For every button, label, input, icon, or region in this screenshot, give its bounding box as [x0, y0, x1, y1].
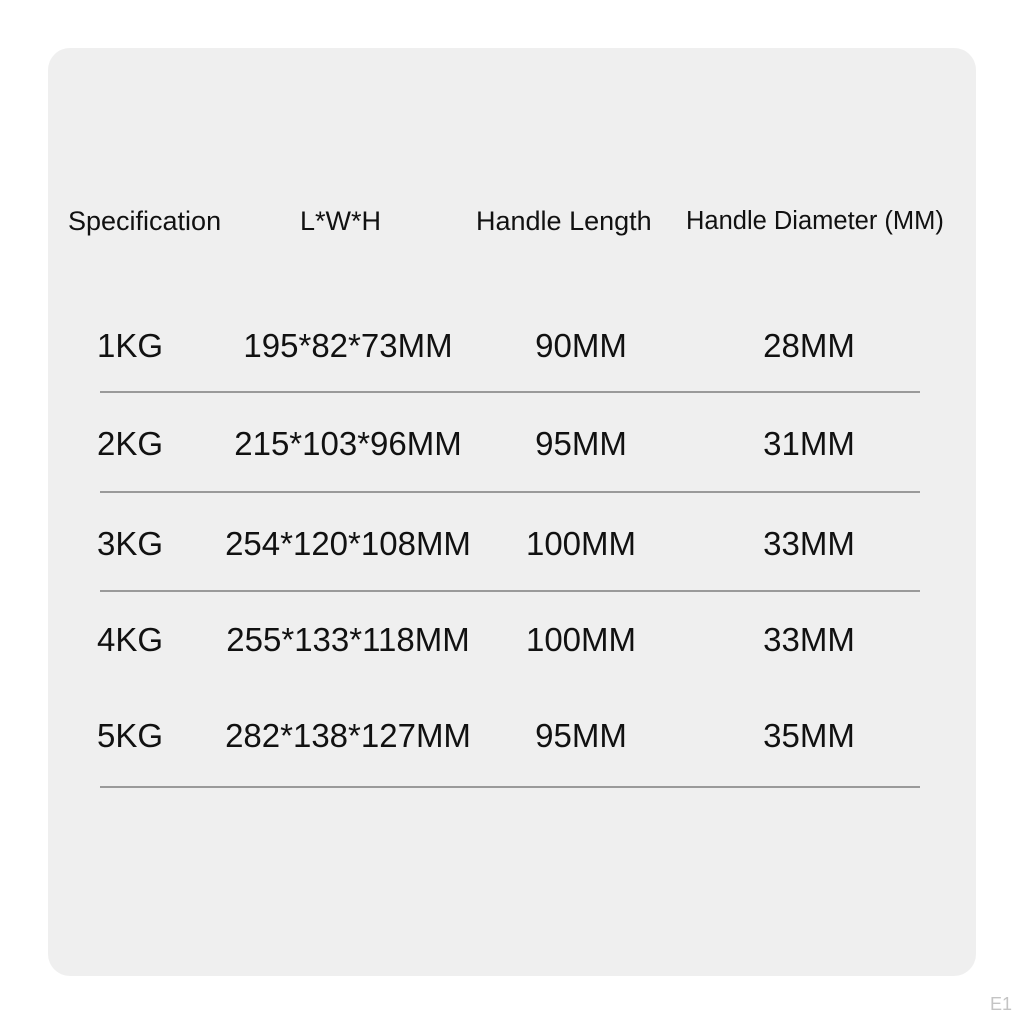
cell-lwh: 254*120*108MM: [225, 525, 471, 562]
table-row: [0, 620, 1024, 660]
cell-handle-diameter: 33MM: [763, 525, 855, 562]
header-specification: Specification: [68, 206, 222, 236]
cell-handle-length: 100MM: [525, 621, 637, 658]
header-handle-diameter: Handle Diameter (MM): [686, 207, 944, 235]
table-row: [0, 716, 1024, 756]
row-divider: [100, 491, 920, 493]
cell-handle-diameter: 28MM: [763, 327, 855, 364]
row-divider: [100, 590, 920, 592]
cell-handle-diameter: 31MM: [763, 425, 855, 462]
cell-handle-length: 100MM: [525, 525, 637, 562]
row-divider: [100, 391, 920, 393]
header-lwh: L*W*H: [300, 206, 382, 236]
cell-specification: 4KG: [97, 621, 164, 658]
spec-card: [48, 48, 976, 976]
corner-label: E1: [990, 994, 1013, 1014]
cell-handle-diameter: 35MM: [763, 717, 855, 754]
cell-specification: 3KG: [97, 525, 164, 562]
cell-lwh: 195*82*73MM: [243, 327, 453, 364]
table-row: [0, 524, 1024, 564]
cell-lwh: 215*103*96MM: [234, 425, 462, 462]
cell-handle-length: 90MM: [535, 327, 627, 364]
cell-specification: 5KG: [97, 717, 164, 754]
table-row: [0, 424, 1024, 464]
cell-handle-length: 95MM: [535, 717, 627, 754]
cell-lwh: 255*133*118MM: [226, 621, 470, 658]
row-divider: [100, 786, 920, 788]
cell-specification: 1KG: [97, 327, 164, 364]
table-row: [0, 326, 1024, 366]
cell-specification: 2KG: [97, 425, 164, 462]
cell-lwh: 282*138*127MM: [225, 717, 471, 754]
header-handle-length: Handle Length: [476, 206, 652, 236]
cell-handle-diameter: 33MM: [763, 621, 855, 658]
cell-handle-length: 95MM: [535, 425, 627, 462]
